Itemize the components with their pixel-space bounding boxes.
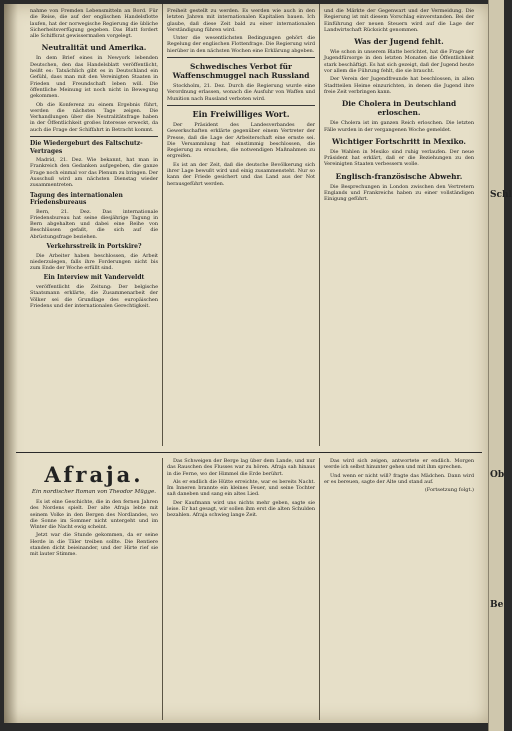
article-paragraph: Die Wahlen in Mexiko sind ruhig verlaufen. Der neue Präsident hat erklärt, daß er die Beziehungen zu den Vereinigten Staaten verbessern wolle.: [324, 148, 474, 168]
headline-neutrality: Neutralität und Amerika.: [41, 43, 147, 53]
binding-shadow: [4, 4, 18, 723]
headline-sweden: Schwedisches Verbot für Waffenschmuggel nach Russland: [172, 62, 310, 81]
story-paragraph: Als er endlich die Hütte erreichte, war es bereits Nacht. Im Inneren brannte ein kleines Feuer, und seine Tochter saß daneben und sang ein altes Lied.: [167, 478, 315, 498]
article-paragraph: Freiheit gestellt zu werden. Es werden wie auch in den letzten Jahren mit internationalen Kapitalien bauen. Ich glaube, daß diese Zeit bald zu einer internationalen Verständigung führen wird.: [167, 8, 315, 33]
column-divider: [162, 4, 163, 446]
column-middle: [167, 8, 315, 450]
story-column-middle: [167, 458, 315, 720]
article-paragraph: Der Verein der Jugendfreunde hat beschlossen, in allen Stadtteilen Heime einzurichten, in denen die Jugend ihre freie Zeit verbringen kann.: [324, 76, 474, 95]
story-paragraph: Und wenn er nicht will? fragte das Mädchen. Dann wird er es bereuen, sagte der Alte und stand auf.: [324, 472, 474, 485]
divider: [167, 105, 315, 106]
story-paragraph: Der Kaufmann wird uns nichts mehr geben, sagte sie leise. Er hat gesagt, wir sollen ihm erst die alten Schulden bezahlen. Afraja schwieg lange Zeit.: [167, 499, 315, 519]
article-paragraph: Unter die wesentlichsten Bedingungen gehört die Regelung der englischen Flottenfrage. Die Regierung wird hierüber in den nächsten Wochen eine Erklärung abgeben.: [167, 35, 315, 54]
article-paragraph: veröffentlicht die Zeitung: Der belgische Staatsmann erklärte, die Zusammenarbeit der Völker sei die Grundlage des europäischen Friedens und der internationalen Gerechtigkeit.: [30, 283, 158, 309]
adjacent-page-edge: [488, 0, 512, 731]
divider: [30, 136, 158, 137]
section-divider: [16, 452, 482, 453]
story-paragraph: Jetzt war die Stunde gekommen, da er seine Herde in die Täler treiben sollte. Die Rentiere standen dicht beieinander, und der Hirte rief sie mit lauter Stimme.: [30, 532, 158, 558]
headline-cholera: Die Cholera in Deutschland erloschen.: [341, 99, 457, 118]
column-divider: [319, 458, 320, 720]
article-paragraph: Der Präsident des Landesverbandes der Gewerkschaften erklärte gegenüber einem Vertreter der Presse, daß die Lage der Arbeiterschaft eine ernste sei. Die Versammlung hat einstimmig beschlossen, die Regierung zu ersuchen, die notwendigen Maßnahmen zu ergreifen.: [167, 121, 315, 160]
article-paragraph: Stockholm, 21. Dez. Durch die Regierung wurde eine Verordnung erlassen, wonach die Ausfuhr von Waffen und Munition nach Russland verboten wird.: [167, 83, 315, 102]
newspaper-page: [4, 4, 489, 723]
story-paragraph: Das wird sich zeigen, antwortete er endlich. Morgen werde ich selbst hinunter gehen und mit ihm sprechen.: [324, 458, 474, 471]
column-right: [324, 8, 474, 450]
column-divider: [319, 4, 320, 446]
story-title: Afraja.: [44, 462, 144, 487]
headline-free-word: Ein Freiwilliges Wort.: [192, 108, 290, 119]
article-paragraph: Bern, 21. Dez. Das internationale Friedensbureau hat seine diesjährige Tagung in Bern abgehalten und dabei eine Reihe von Beschlüssen gefaßt, die sich auf die Abrüstungsfrage beziehen.: [30, 208, 158, 240]
story-paragraph: Es ist eine Geschichte, die in den fernen Jahren des Nordens spielt. Der alte Afraja lebte mit seinem Volke in den Bergen des Nordlandes, wo die Sonne im Sommer nicht untergeht und im Winter die Nacht ewig scheint.: [30, 499, 158, 531]
column-divider: [162, 458, 163, 720]
column-left: [30, 8, 158, 450]
article-paragraph: In dem Brief eines in Newyork lebenden Deutschen, den das Handelsblatt veröffentlicht, heißt es: Tatsächlich gibt es in Deutschland ein Gefühl, dass man mit den Vereinigten Staaten in Frieden und Freundschaft leben will. Die öffentliche Meinung ist noch nicht in Bewegung gekommen.: [30, 55, 158, 100]
story-subtitle: Ein nordischer Roman von Theodor Mügge.: [31, 489, 157, 495]
headline-strike: Verkehrsstreik in Portskire?: [46, 243, 142, 251]
headline-youth: Was der Jugend fehlt.: [354, 37, 444, 47]
article-paragraph: Madrid, 21. Dez. Wie bekannt, hat man in Frankreich den Gedanken aufgegeben, die ganze Frage noch einmal vor das Plenum zu bringen. Der Ausschuß wird am nächsten Dienstag wieder zusammentreten.: [30, 157, 158, 189]
headline-treaty: Die Wiedergeburt des Faltschutz-Vertrages: [30, 140, 143, 155]
adjacent-fragment: Be: [490, 600, 504, 610]
headline-anglo-french: Englisch-französische Abwehr.: [335, 171, 463, 181]
headline-peace-bureau: Tagung des internationalen Friedensbureaus: [30, 191, 123, 207]
continued-note: (Fortsetzung folgt.): [424, 487, 474, 494]
article-paragraph: Die Cholera ist im ganzen Reich erloschen. Die letzten Fälle wurden in der vergangenen Woche gemeldet.: [324, 120, 474, 133]
story-column-right: [324, 458, 474, 720]
article-paragraph: Ob die Konferenz zu einem Ergebnis führt, werden die nächsten Tage zeigen. Die Verhandlungen über die Neutralitätsfrage haben in der Öffentlichkeit großes Interesse erweckt, da auch die Frage der Schiffahrt in Betracht kommt.: [30, 101, 158, 133]
article-paragraph: Die Besprechungen in London zwischen den Vertretern Englands und Frankreichs haben zu einer vollständigen Einigung geführt.: [324, 183, 474, 203]
adjacent-fragment: Ob: [490, 470, 505, 480]
intro-paragraph: nahme von Fremden Lebensmitteln an Bord. Für die Reise, die auf der englischen Handelsflotte laufen, hat der norwegische Regierung die übliche Sicherheitsverfügung gegeben. Das Blatt fordert alle Schiffsrat gewissermaßen vorgelegt.: [30, 8, 158, 40]
headline-interview: Ein Interview mit Vanderveldt: [43, 274, 145, 282]
story-paragraph: Das Schweigen der Berge lag über dem Lande, und nur das Rauschen des Flusses war zu hören. Afraja sah hinaus in die Ferne, wo der Himmel die Erde berührt.: [167, 458, 315, 477]
article-paragraph: Es ist an der Zeit, daß die deutsche Bevölkerung sich ihrer Lage bewußt wird und einig zusammensteht. Nur so kann der Friede gesichert und das Land aus der Not herausgeführt werden.: [167, 161, 315, 187]
headline-mexico: Wichtiger Fortschritt in Mexiko.: [332, 136, 466, 146]
article-paragraph: Wie schon in unserem Blatte berichtet, hat die Frage der Jugendfürsorge in den letzten Monaten die Öffentlichkeit stark beschäftigt. Es hat sich gezeigt, daß der Jugend heute vor allem die Führung fehlt, die sie braucht.: [324, 49, 474, 75]
article-paragraph: und die Märkte der Gegenwart und der Vermeidung. Die Regierung ist mit diesem Vorschlag einverstanden. Bei der Einführung der neuen Steuern wird auf die Lage der Landwirtschaft Rücksicht genommen.: [324, 8, 474, 33]
divider: [167, 57, 315, 58]
story-column-left: [30, 458, 158, 720]
article-paragraph: Die Arbeiter haben beschlossen, die Arbeit niederzulegen, falls ihre Forderungen nicht bis zum Ende der Woche erfüllt sind.: [30, 252, 158, 272]
adjacent-fragment: Schl: [490, 190, 512, 200]
